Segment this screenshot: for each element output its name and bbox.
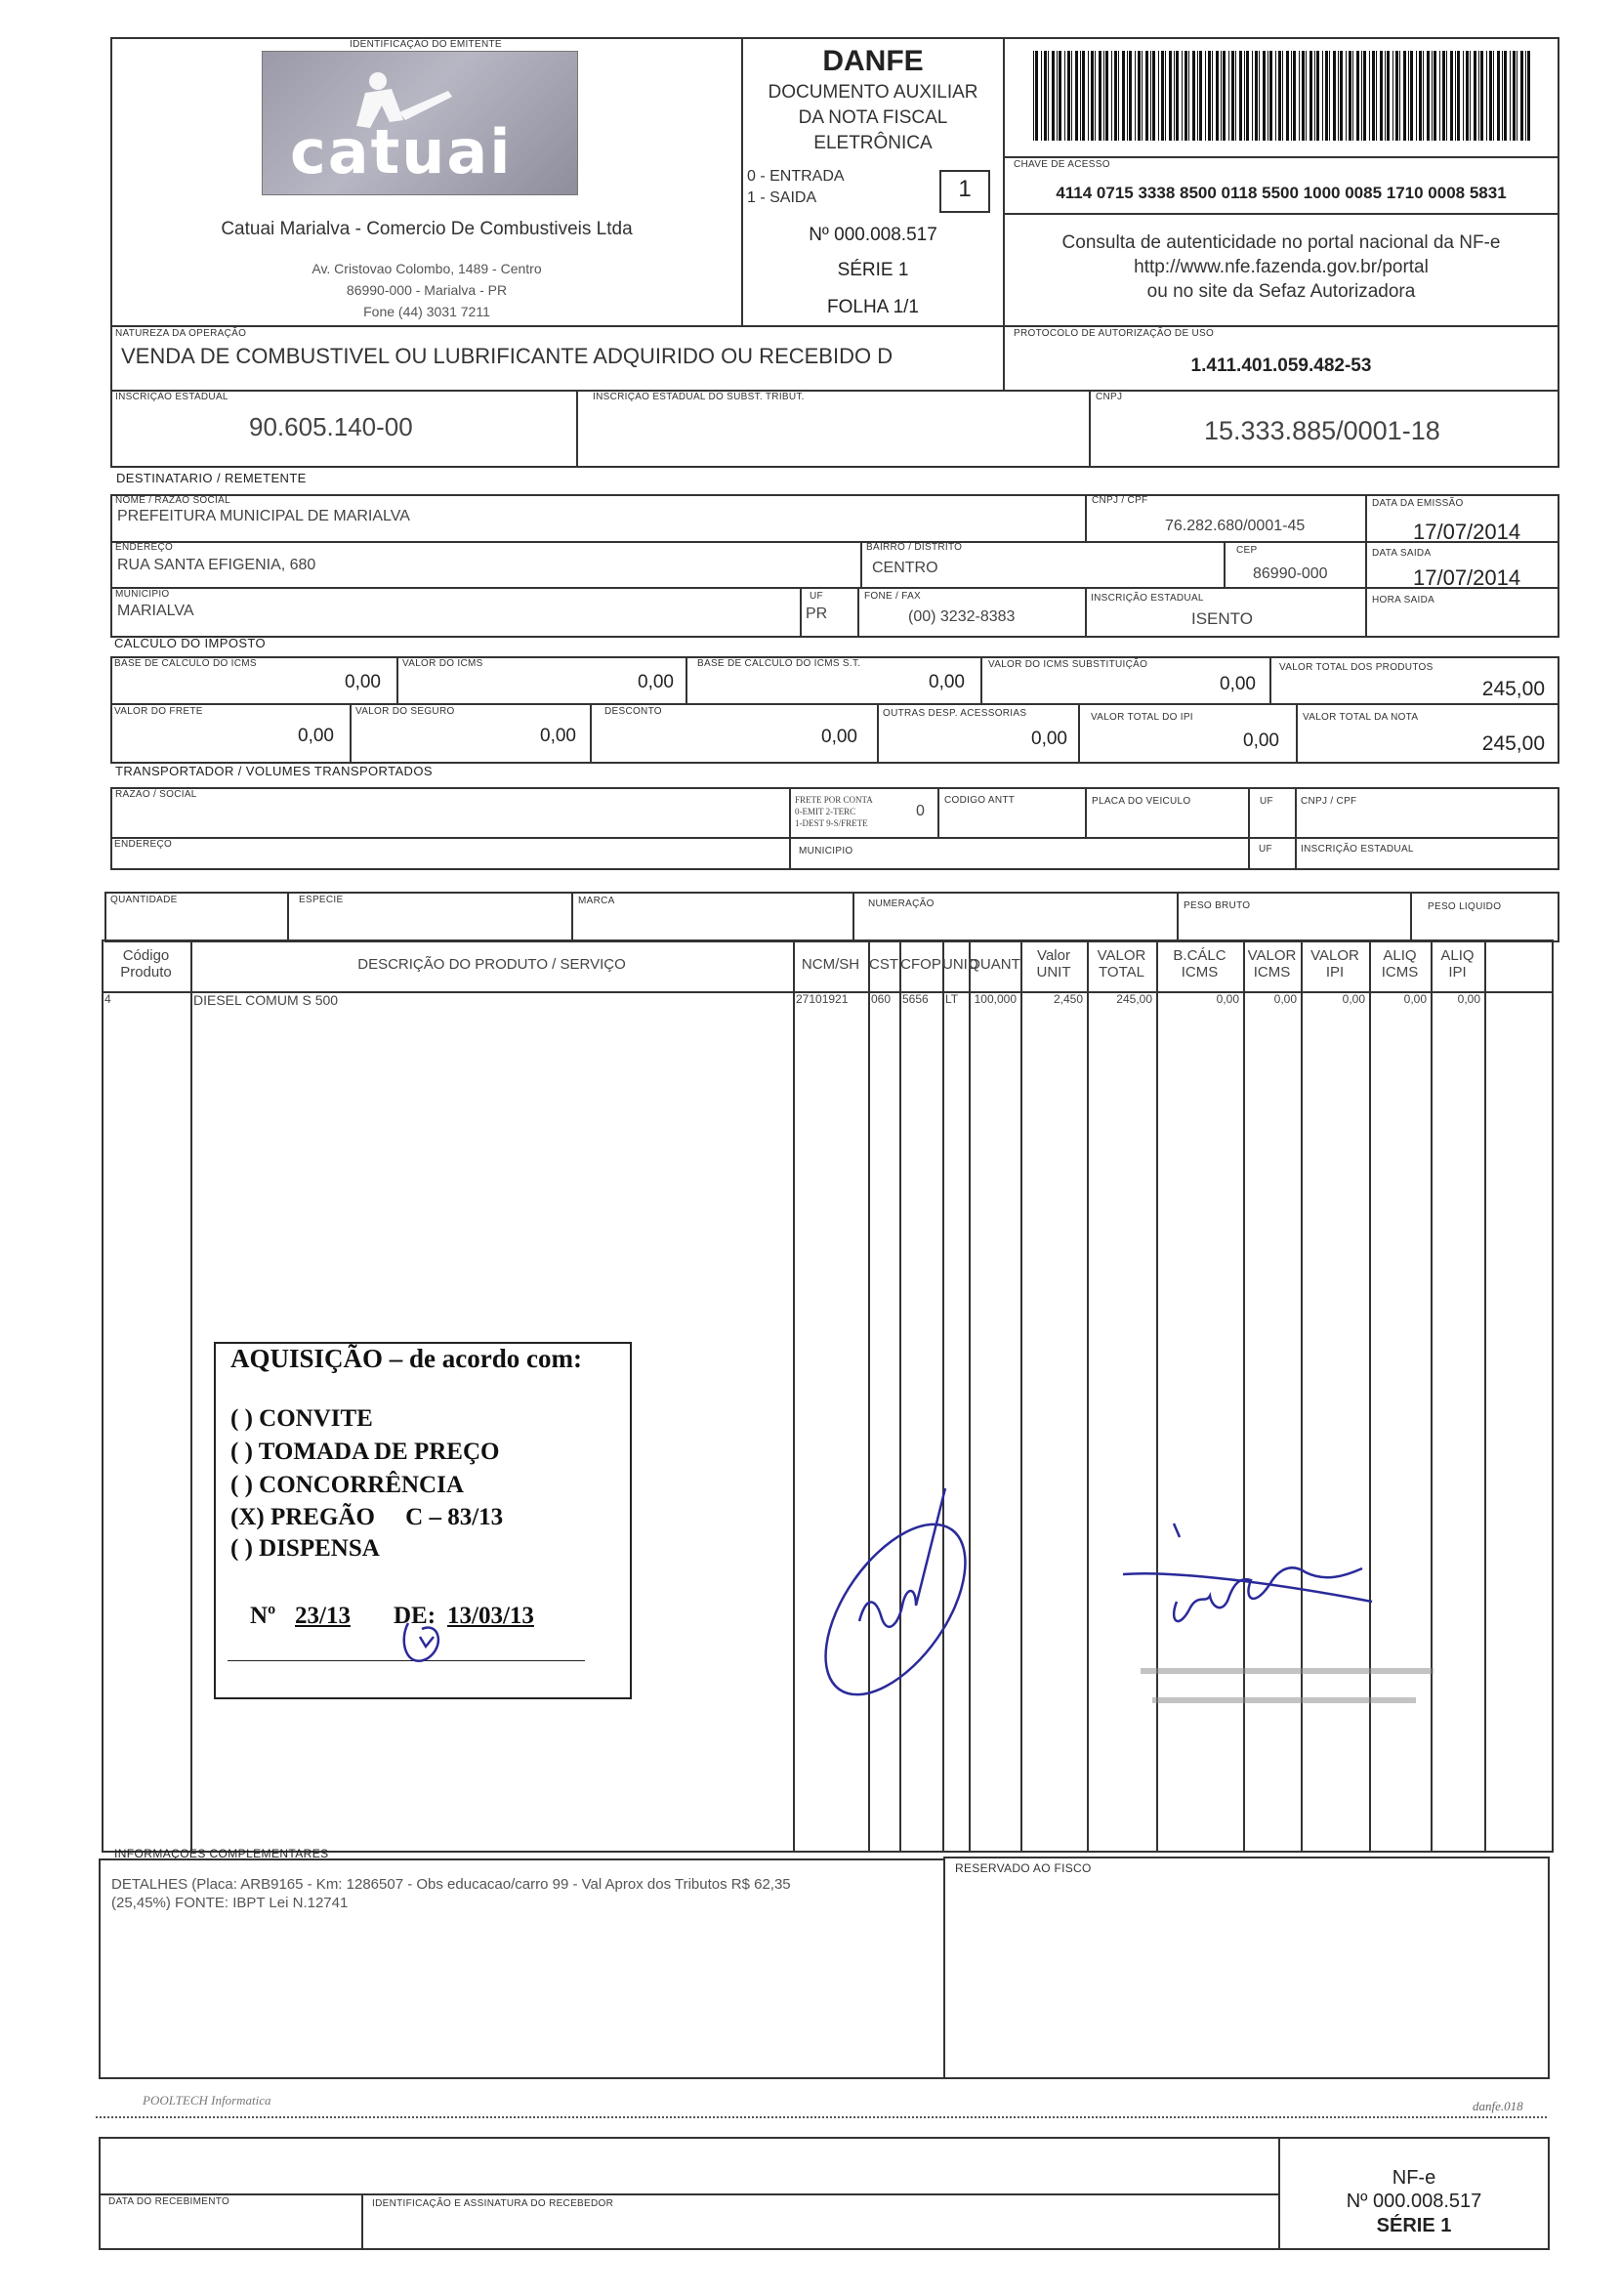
dest-cnpj-value: 76.282.680/0001-45: [1165, 518, 1306, 534]
total-prod-value: 245,00: [1481, 678, 1545, 700]
emitente-address2: 86990-000 - Marialva - PR: [346, 282, 508, 298]
destinatario-section-label: DESTINATARIO / REMETENTE: [116, 471, 307, 485]
initials-signature: [404, 1623, 438, 1661]
transp-razao-label: RAZÃO / SOCIAL: [115, 789, 197, 800]
dest-municipio-label: MUNICIPIO: [115, 589, 170, 600]
dest-uf-value: PR: [806, 605, 828, 622]
dest-hora-label: HORA SAIDA: [1372, 595, 1435, 605]
table-header: UNID: [942, 956, 978, 973]
chave-value: 4114 0715 3338 8500 0118 5500 1000 0085 1710 0008 5831: [1056, 184, 1507, 202]
oval-signature: [798, 1500, 993, 1718]
canhoto-assinatura-label: IDENTIFICAÇÃO E ASSINATURA DO RECEBEDOR: [372, 2198, 614, 2209]
stamp-num-label: Nº: [250, 1603, 276, 1629]
base-st-label: BASE DE CALCULO DO ICMS S.T.: [697, 658, 861, 669]
stamp-tomada: ( ) TOMADA DE PREÇO: [230, 1439, 500, 1465]
dest-municipio-value: MARIALVA: [117, 603, 194, 619]
dest-endereco-label: ENDEREÇO: [115, 542, 174, 553]
consulta-line1: Consulta de autenticidade no portal nacional da NF-e: [1061, 232, 1501, 253]
dest-emissao-value: 17/07/2014: [1413, 520, 1521, 544]
danfe-subtitle1: DOCUMENTO AUXILIAR: [768, 82, 978, 103]
valor-st-value: 0,00: [1220, 674, 1256, 694]
vol-peso-bruto-label: PESO BRUTO: [1184, 900, 1251, 911]
dest-nome-value: PREFEITURA MUNICIPAL DE MARIALVA: [117, 508, 410, 524]
cut-line: [96, 2116, 1547, 2118]
transp-uf-label: UF: [1260, 796, 1273, 807]
dest-ie-label: INSCRIÇÃO ESTADUAL: [1091, 593, 1204, 604]
total-nota-value: 245,00: [1481, 732, 1545, 755]
dest-emissao-label: DATA DA EMISSÃO: [1372, 498, 1464, 509]
footer-software: POOLTECH Informatica: [143, 2093, 271, 2108]
table-cell: 4: [104, 992, 111, 1006]
table-cell: 0,00: [1273, 992, 1297, 1006]
emitente-name: Catuai Marialva - Comercio De Combustiveis Ltda: [221, 219, 633, 239]
dest-bairro-value: CENTRO: [872, 560, 938, 576]
desconto-value: 0,00: [821, 727, 857, 747]
transp-placa-label: PLACA DO VEICULO: [1092, 796, 1191, 807]
stamp-de-value: 13/03/13: [447, 1603, 534, 1629]
desconto-label: DESCONTO: [604, 706, 662, 717]
danfe-serie: SÉRIE 1: [837, 260, 909, 280]
complementares-line2: (25,45%) FONTE: IBPT Lei N.12741: [111, 1895, 349, 1911]
table-header: VALOR TOTAL: [1097, 947, 1146, 981]
transp-cnpj-label: CNPJ / CPF: [1301, 796, 1357, 807]
logo-text: catuai: [290, 116, 513, 188]
vol-quantidade-label: QUANTIDADE: [110, 895, 178, 905]
base-st-value: 0,00: [929, 672, 965, 692]
transp-municipio-label: MUNICIPIO: [799, 846, 853, 856]
table-header: VALOR IPI: [1310, 947, 1359, 981]
canhoto-nfe: NF-e: [1392, 2167, 1436, 2189]
table-cell: 060: [871, 992, 892, 1006]
complementares-line1: DETALHES (Placa: ARB9165 - Km: 1286507 - Obs educacao/carro 99 - Val Aprox dos Tributos R$ 62,35: [111, 1876, 791, 1893]
vol-peso-liquido-label: PESO LIQUIDO: [1428, 901, 1502, 912]
complementares-label: INFORMAÇOES COMPLEMENTARES: [114, 1847, 329, 1860]
dest-cep-value: 86990-000: [1253, 565, 1328, 582]
protocolo-label: PROTOCOLO DE AUTORIZAÇÃO DE USO: [1014, 328, 1215, 339]
outras-label: OUTRAS DESP. ACESSORIAS: [883, 708, 1027, 719]
reservado-label: RESERVADO AO FISCO: [955, 1861, 1092, 1875]
ipi-value: 0,00: [1243, 731, 1279, 751]
frete-value: 0,00: [298, 726, 334, 746]
table-header: VALOR ICMS: [1247, 947, 1297, 981]
stamp-num-value: 23/13: [295, 1603, 351, 1629]
valor-icms-label: VALOR DO ICMS: [402, 658, 483, 669]
table-header: B.CÁLC ICMS: [1173, 947, 1226, 981]
transp-frete-line3: 1-DEST 9-S/FRETE: [795, 818, 868, 828]
table-cell: 0,00: [1342, 992, 1365, 1006]
table-header: ALIQ IPI: [1440, 947, 1475, 981]
table-cell: 0,00: [1403, 992, 1427, 1006]
transp-frete-line1: FRETE POR CONTA: [795, 795, 873, 805]
stamp-convite: ( ) CONVITE: [230, 1405, 373, 1432]
table-header: NCM/SH: [801, 956, 860, 973]
table-header: CST: [869, 956, 898, 973]
faded-stamp-line1: [1141, 1668, 1434, 1674]
consulta-line2: http://www.nfe.fazenda.gov.br/portal: [1134, 257, 1429, 277]
natureza-label: NATUREZA DA OPERAÇÃO: [115, 328, 247, 339]
stamp-title: AQUISIÇÃO – de acordo com:: [230, 1344, 582, 1373]
danfe-folha: FOLHA 1/1: [827, 297, 919, 317]
faded-stamp-line2: [1152, 1697, 1416, 1703]
vol-marca-label: MARCA: [578, 896, 615, 906]
dest-saida-value: 17/07/2014: [1413, 565, 1521, 590]
danfe-saida: 1 - SAIDA: [747, 189, 817, 206]
transp-endereco-label: ENDEREÇO: [114, 839, 173, 850]
dest-cnpj-label: CNPJ / CPF: [1092, 495, 1148, 506]
chave-label: CHAVE DE ACESSO: [1014, 159, 1110, 170]
frete-label: VALOR DO FRETE: [114, 706, 203, 717]
table-cell: 27101921: [796, 992, 849, 1006]
table-cell: 0,00: [1457, 992, 1480, 1006]
table-cell: DIESEL COMUM S 500: [193, 992, 339, 1008]
table-header: DESCRIÇÃO DO PRODUTO / SERVIÇO: [357, 956, 626, 973]
valor-icms-value: 0,00: [638, 672, 674, 692]
transportador-section-label: TRANSPORTADOR / VOLUMES TRANSPORTADOS: [115, 764, 433, 778]
danfe-numero: Nº 000.008.517: [809, 225, 937, 245]
stamp-concorrencia: ( ) CONCORRÊNCIA: [230, 1472, 464, 1498]
table-cell: 5656: [902, 992, 929, 1006]
ipi-label: VALOR TOTAL DO IPI: [1091, 712, 1193, 723]
dest-fone-value: (00) 3232-8383: [908, 608, 1016, 625]
transp-ie-label: INSCRIÇÃO ESTADUAL: [1301, 844, 1414, 855]
emitente-phone: Fone (44) 3031 7211: [363, 304, 490, 319]
dest-ie-value: ISENTO: [1191, 609, 1253, 628]
table-cell: 0,00: [1216, 992, 1239, 1006]
ie-value: 90.605.140-00: [249, 412, 413, 441]
table-header: Código Produto: [120, 947, 172, 981]
emitente-section-label: IDENTIFICAÇÃO DO EMITENTE: [350, 39, 502, 50]
dest-bairro-label: BAIRRO / DISTRITO: [866, 542, 963, 553]
dest-uf-label: UF: [810, 591, 823, 602]
cnpj-value: 15.333.885/0001-18: [1204, 416, 1440, 445]
vol-numeracao-label: NUMERAÇÃO: [868, 898, 935, 909]
table-header: ALIQ ICMS: [1381, 947, 1419, 981]
table-cell: 2,450: [1053, 992, 1083, 1006]
handwritten-signature: [1123, 1524, 1372, 1621]
stamp-pregao: (X) PREGÃO C – 83/13: [230, 1504, 504, 1530]
transp-antt-label: CODIGO ANTT: [944, 795, 1016, 806]
consulta-line3: ou no site da Sefaz Autorizadora: [1146, 281, 1416, 302]
stamp-de-label: DE:: [394, 1603, 436, 1629]
transp-frete-line2: 0-EMIT 2-TERC: [795, 807, 856, 816]
seguro-label: VALOR DO SEGURO: [355, 706, 455, 717]
valor-st-label: VALOR DO ICMS SUBSTITUIÇÃO: [988, 659, 1148, 670]
ie-label: INSCRIÇÃO ESTADUAL: [115, 392, 229, 402]
table-header: QUANT: [969, 956, 1020, 973]
reservado-box: [943, 1857, 1550, 2079]
dest-fone-label: FONE / FAX: [864, 591, 922, 602]
table-header: CFOP: [900, 956, 941, 973]
imposto-section-label: CALCULO DO IMPOSTO: [114, 636, 267, 650]
dest-saida-label: DATA SAIDA: [1372, 548, 1432, 559]
natureza-value: VENDA DE COMBUSTIVEL OU LUBRIFICANTE ADQUIRIDO OU RECEBIDO D: [121, 344, 894, 368]
dest-cep-label: CEP: [1236, 545, 1258, 556]
canhoto-serie: SÉRIE 1: [1376, 2215, 1452, 2236]
table-cell: LT: [945, 992, 959, 1006]
protocolo-value: 1.411.401.059.482-53: [1190, 355, 1372, 376]
danfe-entrada: 0 - ENTRADA: [747, 168, 845, 185]
base-icms-value: 0,00: [345, 672, 381, 692]
danfe-subtitle3: ELETRÔNICA: [813, 133, 933, 153]
total-nota-label: VALOR TOTAL DA NOTA: [1303, 712, 1419, 723]
seguro-value: 0,00: [540, 726, 576, 746]
outras-value: 0,00: [1031, 729, 1067, 749]
table-header: Valor UNIT: [1036, 947, 1071, 981]
iest-label: INSCRIÇÃO ESTADUAL DO SUBST. TRIBUT.: [593, 392, 805, 402]
stamp-dispensa: ( ) DISPENSA: [230, 1535, 380, 1562]
table-cell: 245,00: [1116, 992, 1152, 1006]
dest-nome-label: NOME / RAZÃO SOCIAL: [115, 495, 230, 506]
emitente-address1: Av. Cristovao Colombo, 1489 - Centro: [312, 261, 542, 276]
dest-endereco-value: RUA SANTA EFIGENIA, 680: [117, 557, 316, 573]
base-icms-label: BASE DE CALCULO DO ICMS: [114, 658, 257, 669]
danfe-subtitle2: DA NOTA FISCAL: [798, 107, 948, 128]
cnpj-label: CNPJ: [1096, 392, 1123, 402]
danfe-tipo: 1: [958, 176, 972, 202]
footer-ref: danfe.018: [1473, 2099, 1523, 2113]
canhoto-data-label: DATA DO RECEBIMENTO: [108, 2196, 230, 2207]
transp-frete-value: 0: [916, 803, 925, 819]
total-prod-label: VALOR TOTAL DOS PRODUTOS: [1279, 662, 1434, 673]
danfe-title: DANFE: [822, 45, 924, 77]
table-cell: 100,000: [974, 992, 1017, 1006]
canhoto-numero: Nº 000.008.517: [1346, 2191, 1482, 2212]
transp-uf2-label: UF: [1259, 844, 1272, 855]
vol-especie-label: ESPECIE: [299, 895, 344, 905]
